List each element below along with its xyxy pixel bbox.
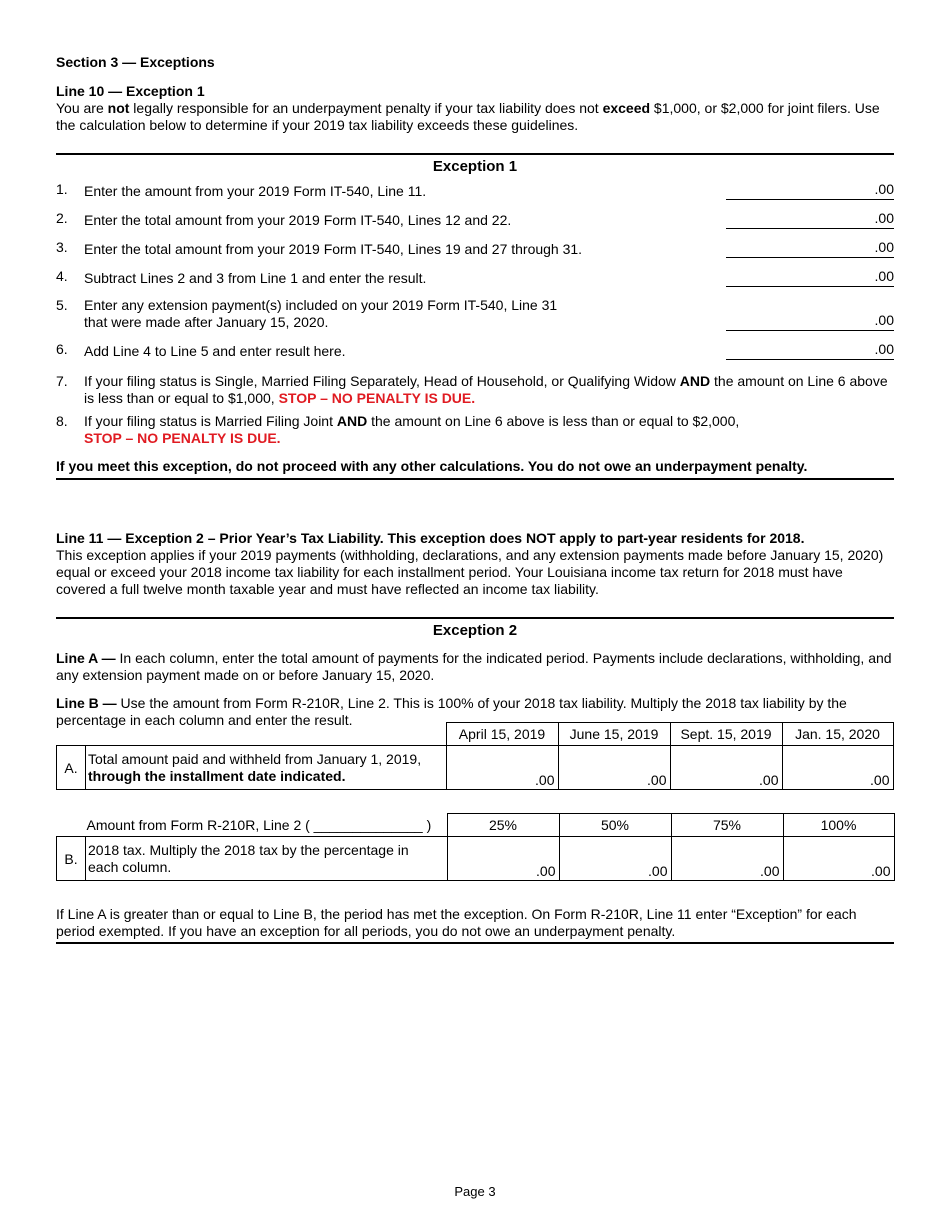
- row-a-value-1[interactable]: .00: [446, 746, 558, 790]
- exception1-line-2: 2. Enter the total amount from your 2019 Form IT-540, Lines 12 and 22. .00: [56, 210, 894, 228]
- line1-amount[interactable]: .00: [726, 181, 894, 200]
- date-col-1: April 15, 2019: [446, 723, 558, 746]
- row-a-value-3[interactable]: .00: [670, 746, 782, 790]
- row-a-value-4[interactable]: .00: [782, 746, 893, 790]
- page-body: [56, 54, 894, 729]
- exception2-box: [56, 617, 894, 729]
- row-a-value-2[interactable]: .00: [558, 746, 670, 790]
- row-a-desc: Total amount paid and withheld from January 1, 2019, through the installment date indicated.: [86, 746, 447, 790]
- exception1-line-5: 5. Enter any extension payment(s) included on your 2019 Form IT-540, Line 31 that were made after January 15, 2020. .00: [56, 297, 894, 330]
- exception2-closing: If Line A is greater than or equal to Line B, the period has met the exception. On Form R-210R, Line 11 enter “Exception” for each period exempted. If you have an exception for all periods, you do not owe an underpayment penalty.: [56, 906, 894, 944]
- exception1-final-note: If you meet this exception, do not proceed with any other calculations. You do not owe an underpayment penalty.: [56, 458, 894, 480]
- row-b-header: Amount from Form R-210R, Line 2 ( ______________ ): [86, 814, 448, 837]
- stop-notice: STOP – NO PENALTY IS DUE.: [278, 390, 476, 406]
- exception1-box: [56, 153, 894, 480]
- row-b-desc: 2018 tax. Multiply the 2018 tax by the percentage in each column.: [86, 837, 448, 881]
- line5-amount[interactable]: .00: [726, 312, 894, 331]
- page-number: Page 3: [454, 1184, 496, 1199]
- date-col-4: Jan. 15, 2020: [782, 723, 893, 746]
- line10-body: You are not legally responsible for an underpayment penalty if your tax liability does not exceed $1,000, or $2,000 for joint filers. Use the calculation below to determine if your 2019 tax liability exceeds these guidelines.: [56, 100, 880, 133]
- row-b-letter: B.: [57, 837, 86, 881]
- percent-col-2: 50%: [559, 814, 671, 837]
- percent-col-1: 25%: [447, 814, 559, 837]
- row-b-value-2[interactable]: .00: [559, 837, 671, 881]
- exception2-heading: Exception 2: [432, 622, 518, 639]
- date-col-2: June 15, 2019: [558, 723, 670, 746]
- exception1-heading: Exception 1: [432, 158, 518, 175]
- line2-amount[interactable]: .00: [726, 210, 894, 229]
- exception2-lineA-text: Line A — In each column, enter the total amount of payments for the indicated period. Payments include declarations, withholding, and any extension payment made on or before January 15, 2020.: [56, 650, 892, 683]
- percent-col-3: 75%: [671, 814, 783, 837]
- exception1-line-4: 4. Subtract Lines 2 and 3 from Line 1 and enter the result. .00: [56, 268, 894, 286]
- exception1-line-7: 7. If your filing status is Single, Married Filing Separately, Head of Household, or Qualifying Widow AND the amount on Line 6 above is less than or equal to $1,000, STOP – NO PENALTY IS DUE.: [56, 373, 888, 406]
- date-col-3: Sept. 15, 2019: [670, 723, 782, 746]
- exception1-line-3: 3. Enter the total amount from your 2019 Form IT-540, Lines 19 and 27 through 31. .00: [56, 239, 894, 257]
- line10-title: Line 10 — Exception 1: [56, 83, 205, 99]
- row-a-letter: A.: [57, 746, 86, 790]
- exception1-line-1: 1. Enter the amount from your 2019 Form IT-540, Line 11. .00: [56, 181, 894, 199]
- stop-notice: STOP – NO PENALTY IS DUE.: [84, 430, 281, 446]
- line4-amount[interactable]: .00: [726, 268, 894, 287]
- exception1-line-8: 8. If your filing status is Married Filing Joint AND the amount on Line 6 above is less than or equal to $2,000, STOP – NO PENALTY IS DUE.: [56, 413, 740, 446]
- section-title: Section 3 — Exceptions: [56, 54, 215, 70]
- exception2-lineB-text: Line B — Use the amount from Form R-210R, Line 2. This is 100% of your 2018 tax liability. Multiply the 2018 tax liability by the percentage in each column and enter the result.: [56, 695, 847, 728]
- percent-col-4: 100%: [783, 814, 894, 837]
- line11-body: This exception applies if your 2019 payments (withholding, declarations, and any extension payments made before January 15, 2020) equal or exceed your 2018 income tax liability for each installment period. Your Louisiana income tax return for 2018 must have covered a full twelve month taxable year and must have reflected an income tax liability.: [56, 547, 884, 597]
- line3-amount[interactable]: .00: [726, 239, 894, 258]
- row-b-value-4[interactable]: .00: [783, 837, 894, 881]
- line6-amount[interactable]: .00: [726, 341, 894, 360]
- row-b-value-3[interactable]: .00: [671, 837, 783, 881]
- exception2-table-a: [56, 722, 894, 790]
- line11-title: Line 11 — Exception 2 – Prior Year’s Tax Liability. This exception does NOT apply to part-year residents for 2018.: [56, 530, 805, 546]
- exception1-line-6: 6. Add Line 4 to Line 5 and enter result here. .00: [56, 341, 894, 359]
- row-b-value-1[interactable]: .00: [447, 837, 559, 881]
- exception2-table-b: [56, 813, 895, 881]
